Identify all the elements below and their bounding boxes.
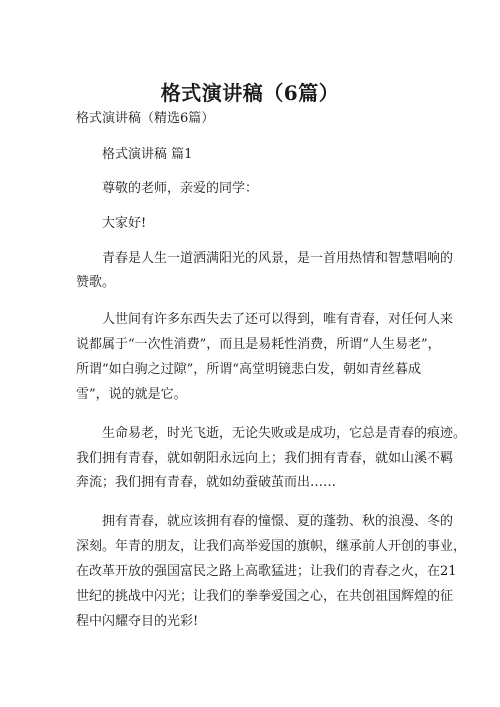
paragraph-line: 人世间有许多东西失去了还可以得到，唯有青春，对任何人来 (102, 312, 454, 327)
paragraph-line: 说都属于“一次性消费”，而且是易耗性消费，所谓“人生易老”， (76, 337, 441, 352)
document-title: 格式演讲稿（6篇） (160, 81, 340, 105)
document-subtitle: 格式演讲稿（精选6篇） (76, 111, 215, 126)
paragraph-line: 雪”，说的就是它。 (76, 387, 187, 402)
greeting: 大家好! (102, 216, 147, 231)
section-heading: 格式演讲稿 篇1 (102, 147, 193, 162)
paragraph-line: 生命易老，时光飞逝，无论失败或是成功，它总是青春的痕迹。 (102, 426, 467, 441)
paragraph-line: 我们拥有青春，就如朝阳永远向上；我们拥有青春，就如山溪不羁 (76, 451, 454, 466)
paragraph-line: 世纪的挑战中闪光；让我们的拳拳爱国之心，在共创祖国辉煌的征 (76, 589, 454, 604)
paragraph-line: 赞歌。 (76, 275, 116, 290)
paragraph-line: 程中闪耀夺目的光彩! (76, 614, 199, 629)
paragraph-line: 深刻。年青的朋友，让我们高举爱国的旗帜，继承前人开创的事业， (76, 539, 467, 554)
paragraph-line: 在改革开放的强国富民之路上高歌猛进；让我们的青春之火，在21 (76, 564, 457, 579)
paragraph-line: 所谓“如白驹之过隙”，所谓“高堂明镜悲白发，朝如青丝暮成 (76, 362, 421, 377)
paragraph-line: 青春是人生一道洒满阳光的风景，是一首用热情和智慧唱响的 (102, 251, 454, 266)
paragraph-line: 拥有青春，就应该拥有春的憧憬、夏的蓬勃、秋的浪漫、冬的 (102, 514, 454, 529)
salutation: 尊敬的老师，亲爱的同学： (102, 181, 259, 196)
paragraph-line: 奔流；我们拥有青春，就如幼蚕破茧而出…… (76, 475, 337, 490)
